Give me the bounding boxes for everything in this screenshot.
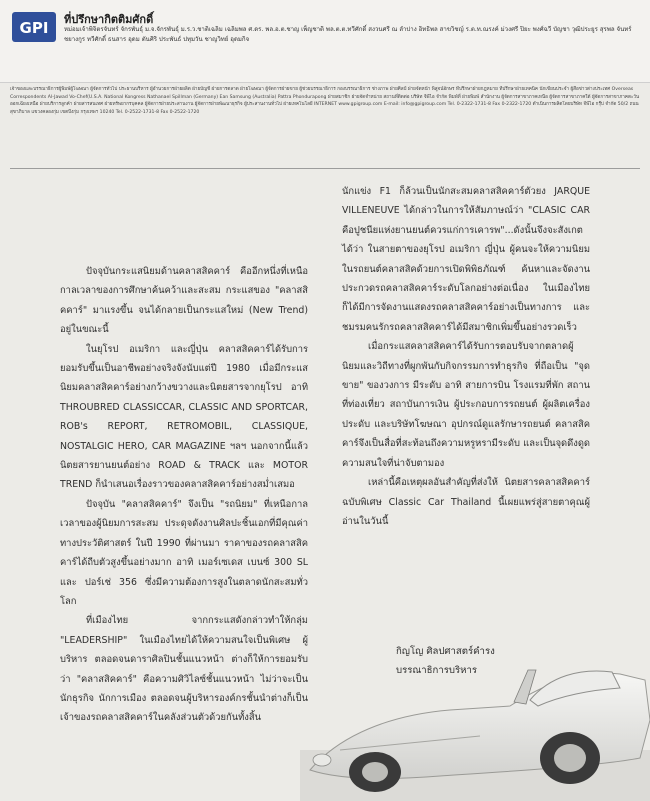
- masthead: [0, 0, 650, 83]
- paragraph: เมื่อกระแสคลาสสิคคาร์ได้รับการตอบรับจากตลาดผู้นิยมและวิถีทางที่ผูกพันกับกิจกรรมการทำธุรกิจ ที่ถือเป็น "จุดขาย" ของวงการ มีระดับ อาทิ สายการบิน โรงแรมที่พัก สถานที่ท่องเที่ยว สถาบันการเงิน ผู้ประกอบการรถยนต์ ผู้ผลิตเครื่องประดับ และบริษัทโฆษณา อุปกรณ์ดูแลรักษารถยนต์ คลาสสิคคาร์จึงเป็นสื่อที่สะท้อนถึงความหรูหรามีระดับ และเป็นจุดดึงดูดความสนใจที่น่าจับตามอง: [342, 341, 590, 469]
- paragraph: นักแข่ง F1 ก็ล้วนเป็นนักสะสมคลาสสิคคาร์ตัวยง JARQUE VILLENEUVE ได้กล่าวในการให้สัมภาษณ์ว่า "CLASIC CAR คือปูชนียแห่งยานยนต์ควรแก่การเคารพ"...ดังนั้นจึงจะสังเกตได้ว่า ในสายตาของยุโรป อเมริกา ญี่ปุ่น ผู้คนจะให้ความนิยมในรถยนต์คลาสสิคด้วยการเปิดพิพิธภัณฑ์ ค้นหาและจัดงานประกวดรถคลาสสิคคาร์ระดับโลกอย่างต่อเนื่อง ในเมืองไทยก็ได้มีการจัดงานแสดงรถคลาสสิคคาร์อย่างเป็นทางการ และชมรมคนรักรถคลาสสิคคาร์ได้มีสมาชิกเพิ่มขึ้นอย่างรวดเร็ว: [342, 186, 590, 333]
- signature-block: [396, 642, 495, 680]
- signature-role: บรรณาธิการบริหาร: [396, 665, 477, 676]
- paragraph: เหล่านี้คือเหตุผลอันสำคัญที่ส่งให้ นิตยสารคลาสสิคคาร์ ฉบับพิเศษ Classic Car Thailand นี้เผยแพร่สู่สายตาคุณผู้อ่านในวันนี้: [342, 477, 590, 527]
- gpi-logo-icon: [12, 12, 56, 42]
- logo-text: GPI: [19, 19, 49, 37]
- paragraph: ปัจจุบัน "คลาสสิคคาร์" จึงเป็น "รถนิยม" ที่เหนือกาลเวลาของผู้นิยมการสะสม ประดุจดังงานศิลปะชิ้นเอกที่มีคุณค่าทางประวัติศาสตร์ ในปี 1990 ที่ผ่านมา ราคาของรถคลาสสิคคาร์ได้ถีบตัวสูงขึ้นอย่างมาก อาทิ เมอร์เซเดส เบนซ์ 300 SL และ ปอร์เช่ 356 ซึ่งมีความต้องการสูงในตลาดนักสะสมทั่วโลก: [60, 498, 308, 607]
- divider: [10, 168, 640, 169]
- right-column: [342, 182, 590, 531]
- signature-name: กิญโญ ศิลปศาสตร์คำรง: [396, 646, 495, 657]
- advisory-title: ที่ปรึกษากิตติมศักดิ์: [64, 13, 154, 26]
- advisory-names: หม่อมเจ้าพิจิตรจันทร์ จักรพันธุ์ ม.จ.จักรพันธุ์ ม.ร.ว.ชาติเฉลิม เฉลิมพล ศ.ดร. พล.อ.ต.ชาญ เพ็ญชาติ พล.ต.ต.ทวีศักดิ์ สงวนศรี ณ ลำปาง อิทธิพล สาขวิชญ์ ร.ต.ท.ณรงค์ ม่วงศรี ปิยะ พงศ์ฉวี บัญชา วุฒิประยูร สุรพล จันทร์ชยางกูร ทวีศักดิ์ ธนสาร อุดม ตันศิริ ประพันธ์ ปทุมวัน ชาญวิทย์ อุดมกิจ: [64, 26, 632, 43]
- paragraph: ในยุโรป อเมริกา และญี่ปุ่น คลาสสิคคาร์ได้รับการยอมรับขึ้นเป็นอาชีพอย่างจริงจังนับแต่ปี 1980 เมื่อมีกระแสนิยมคลาสสิคคาร์อย่างกว้างขวางและนิตยสารจากยุโรป อาทิ THROUBRED CLASSICCAR, CLASSIC AND SPORTCAR, ROB's REPORT, RETROMOBIL, CLASSIQUE, NOSTALGIC HERO, CAR MAGAZINE ฯลฯ นอกจากนี้แล้วนิตยสารยานยนต์อย่าง ROAD & TRACK และ MOTOR TREND ก็นำเสนอเรื่องราวของคลาสสิคคาร์อย่างสม่ำเสมอ: [60, 343, 308, 491]
- paragraph: ที่เมืองไทย จากกระแสดังกล่าวทำให้กลุ่ม "LEADERSHIP" ในเมืองไทยได้ให้ความสนใจเป็นพิเศษ ผู้บริหาร ตลอดจนดาราศิลปินชั้นแนวหน้า ต่างก็ให้การยอมรับว่า "คลาสสิคคาร์" คือความศิวิไลซ์ชั้นแนวหน้า ไม่ว่าจะเป็นนักธุรกิจ นักการเมือง ตลอดจนผู้บริหารองค์กรชั้นนำต่างก็เป็นเจ้าของรถคลาสสิคคาร์ในคลังส่วนตัวด้วยกันทั้งสิ้น: [60, 615, 308, 724]
- left-column: [60, 262, 308, 728]
- paragraph: ปัจจุบันกระแสนิยมด้านคลาสสิคคาร์ คืออีกหนึ่งที่เหนือกาลเวลาของการศึกษาค้นคว้าและสะสม กระแสของ "คลาสสิคคาร์" มาแรงขึ้น จนได้กลายเป็นกระแสใหม่ (New Trend) อยู่ในขณะนี้: [60, 266, 308, 336]
- staff-credits: เจ้าของและบรรณาธิการผู้พิมพ์ผู้โฆษณา ผู้จัดการทั่วไป ประธานบริหาร ผู้อำนวยการฝ่ายผลิต ฝ่ายบัญชี ฝ่ายการตลาด ฝ่ายโฆษณา ผู้จัดการฝ่ายขาย ผู้ช่วยบรรณาธิการ กองบรรณาธิการ ช่างภาพ ฝ่ายศิลป์ ฝ่ายจัดหน้า พิสูจน์อักษร ที่ปรึกษาฝ่ายกฎหมาย ที่ปรึกษาฝ่ายเทคนิค นักเขียนประจำ ผู้สื่อข่าวต่างประเทศ Overseas Correspondents Al-Jawad Vo-Chef(U.S.A. National Kongress Nathanael Spillman (Germany) Ean Samsung (Australia) Pattra Phondurapong ฝ่ายสมาชิก ฝ่ายจัดจำหน่าย สถานที่ติดต่อ บริษัท จีพีไอ จำกัด พิมพ์ที่ ฝ่ายพิมพ์ สำนักงาน ผู้จัดการสาขาภาคเหนือ ผู้จัดการสาขาภาคใต้ ผู้จัดการสาขาภาคตะวันออกเฉียงเหนือ ฝ่ายบริการลูกค้า ฝ่ายสารสนเทศ ฝ่ายทรัพยากรบุคคล ผู้จัดการฝ่ายประสานงาน ผู้จัดการฝ่ายพัฒนาธุรกิจ ผู้ประสานงานทั่วไป ฝ่ายเทคโนโลยี INTERNET www.gpigroup.com E-mail: info@gpigroup.com Tel. 0-2322-1731-8 Fax 0-2322-1720 ดำเนินการผลิตโดยบริษัท จีพีไอ กรุ๊ป จำกัด 50/2 ถนนสุขาภิบาล แขวงคลองกุ่ม เขตบึงกุ่ม กรุงเทพฯ 10240 Tel. 0-2522-1731-8 Fax 0-2522-1720: [10, 87, 640, 116]
